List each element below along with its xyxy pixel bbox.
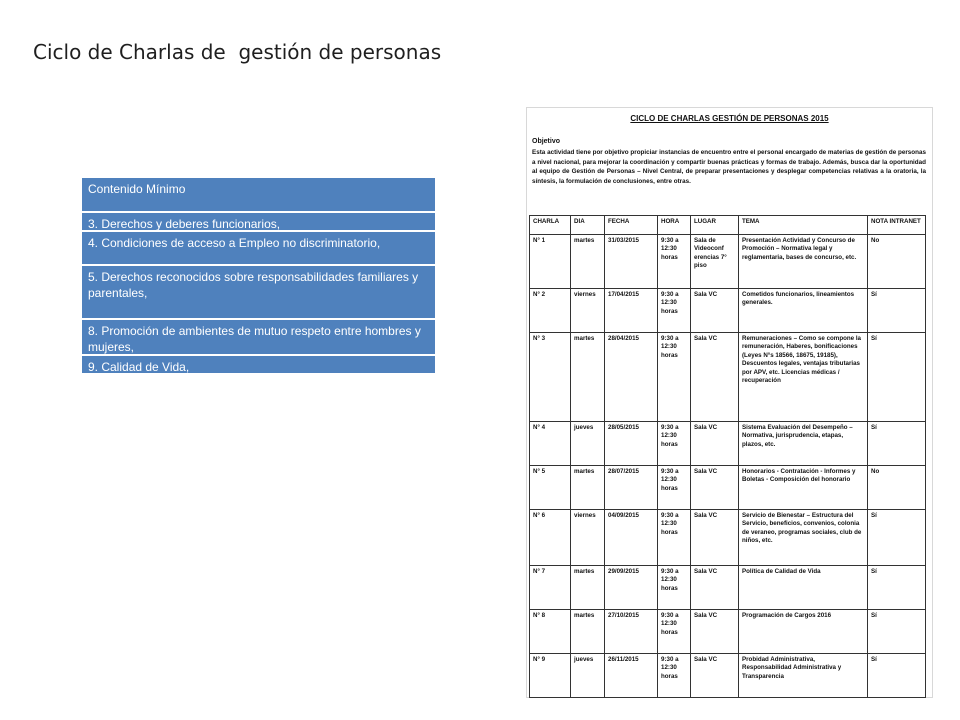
hora-cell: 9:30 a 12:30 horas (658, 510, 691, 566)
hora-cell: 9:30 a 12:30 horas (658, 466, 691, 510)
dia-cell: viernes (571, 289, 605, 333)
objetivo-label: Objetivo (532, 138, 561, 145)
tema-cell: Política de Calidad de Vida (739, 566, 868, 610)
lugar-cell: Sala VC (691, 566, 739, 610)
dia-cell: jueves (571, 654, 605, 698)
table-row (530, 610, 926, 654)
tema-cell: Sistema Evaluación del Desempeño – Normativa, jurisprudencia, etapas, plazos, etc. (739, 422, 868, 466)
tema-cell: Servicio de Bienestar – Estructura del Servicio, beneficios, convenios, colonia de veraneo, programas sociales, club de niños, etc. (739, 510, 868, 566)
table-row (530, 333, 926, 422)
tema-cell: Programación de Cargos 2016 (739, 610, 868, 654)
dia-cell: martes (571, 333, 605, 422)
hora-cell: 9:30 a 12:30 horas (658, 235, 691, 289)
fecha-cell: 04/09/2015 (605, 510, 658, 566)
tema-cell: Probidad Administrativa, Responsabilidad Administrativa y Transparencia (739, 654, 868, 698)
fecha-cell: 31/03/2015 (605, 235, 658, 289)
table-row (530, 235, 926, 289)
table-row (530, 466, 926, 510)
fecha-cell: 28/05/2015 (605, 422, 658, 466)
fecha-cell: 28/07/2015 (605, 466, 658, 510)
charla-cell: N° 7 (530, 566, 571, 610)
charla-cell: N° 1 (530, 235, 571, 289)
lugar-cell: Sala VC (691, 333, 739, 422)
nota-cell: Sí (868, 654, 926, 698)
table-row (530, 566, 926, 610)
charla-cell: N° 6 (530, 510, 571, 566)
tema-cell: Remuneraciones – Como se compone la remuneración, Haberes, bonificaciones (Leyes N°s 18566, 18675, 19185), Descuentos legales, ventajas tributarias por APV, etc. Licencias médicas / recuperación (739, 333, 868, 422)
fecha-cell: 27/10/2015 (605, 610, 658, 654)
charla-cell: N° 2 (530, 289, 571, 333)
table-row (530, 654, 926, 698)
contenido-table-row: 4. Condiciones de acceso a Empleo no discriminatorio, (82, 232, 435, 266)
fecha-cell: 28/04/2015 (605, 333, 658, 422)
dia-cell: martes (571, 466, 605, 510)
tema-cell: Honorarios - Contratación - Informes y Boletas - Composición del honorario (739, 466, 868, 510)
table-row (530, 422, 926, 466)
nota-cell: Sí (868, 333, 926, 422)
nota-cell: No (868, 235, 926, 289)
contenido-table-row: 5. Derechos reconocidos sobre responsabilidades familiares y parentales, (82, 266, 435, 320)
lugar-cell: Sala VC (691, 510, 739, 566)
hora-cell: 9:30 a 12:30 horas (658, 610, 691, 654)
column-header: CHARLA (530, 216, 571, 235)
dia-cell: martes (571, 566, 605, 610)
dia-cell: martes (571, 235, 605, 289)
charla-cell: N° 5 (530, 466, 571, 510)
hora-cell: 9:30 a 12:30 horas (658, 333, 691, 422)
lugar-cell: Sala VC (691, 466, 739, 510)
schedule-table (529, 215, 926, 698)
fecha-cell: 26/11/2015 (605, 654, 658, 698)
nota-cell: Sí (868, 422, 926, 466)
contenido-minimo-table (82, 178, 435, 373)
column-header: TEMA (739, 216, 868, 235)
objetivo-text: Esta actividad tiene por objetivo propiciar instancias de encuentro entre el personal encargado de materias de gestión de personas a nivel nacional, para mejorar la coordinación y compartir buenas prácticas y formas de trabajo. Además, busca dar la oportunidad al equipo de Gestión de Personas – Nivel Central, de preparar presentaciones y desplegar competencias relativas a la oratoria, la síntesis, la formulación de conclusiones, entre otras. (532, 149, 926, 185)
slide-title: Ciclo de Charlas de gestión de personas (33, 40, 442, 64)
dia-cell: martes (571, 610, 605, 654)
nota-cell: No (868, 466, 926, 510)
lugar-cell: Sala de Videoconf erencias 7° piso (691, 235, 739, 289)
document-title: CICLO DE CHARLAS GESTIÓN DE PERSONAS 2015 (630, 114, 829, 123)
hora-cell: 9:30 a 12:30 horas (658, 422, 691, 466)
table-row (530, 510, 926, 566)
schedule-header-row (530, 216, 926, 235)
nota-cell: Sí (868, 289, 926, 333)
tema-cell: Cometidos funcionarios, lineamientos generales. (739, 289, 868, 333)
nota-cell: Sí (868, 610, 926, 654)
lugar-cell: Sala VC (691, 610, 739, 654)
dia-cell: viernes (571, 510, 605, 566)
hora-cell: 9:30 a 12:30 horas (658, 289, 691, 333)
dia-cell: jueves (571, 422, 605, 466)
schedule-document-image (526, 107, 933, 698)
hora-cell: 9:30 a 12:30 horas (658, 654, 691, 698)
charla-cell: N° 3 (530, 333, 571, 422)
column-header: LUGAR (691, 216, 739, 235)
table-row (530, 289, 926, 333)
contenido-table-row: 8. Promoción de ambientes de mutuo respeto entre hombres y mujeres, (82, 320, 435, 356)
contenido-table-header: Contenido Mínimo (82, 178, 435, 213)
lugar-cell: Sala VC (691, 289, 739, 333)
column-header: HORA (658, 216, 691, 235)
column-header: FECHA (605, 216, 658, 235)
lugar-cell: Sala VC (691, 654, 739, 698)
charla-cell: N° 8 (530, 610, 571, 654)
tema-cell: Presentación Actividad y Concurso de Promoción – Normativa legal y reglamentaria, bases de concurso, etc. (739, 235, 868, 289)
fecha-cell: 29/09/2015 (605, 566, 658, 610)
nota-cell: Sí (868, 566, 926, 610)
column-header: DIA (571, 216, 605, 235)
contenido-table-row: 3. Derechos y deberes funcionarios, (82, 213, 435, 232)
hora-cell: 9:30 a 12:30 horas (658, 566, 691, 610)
charla-cell: N° 4 (530, 422, 571, 466)
fecha-cell: 17/04/2015 (605, 289, 658, 333)
lugar-cell: Sala VC (691, 422, 739, 466)
nota-cell: Sí (868, 510, 926, 566)
charla-cell: N° 9 (530, 654, 571, 698)
column-header: NOTA INTRANET (868, 216, 926, 235)
contenido-table-row: 9. Calidad de Vida, (82, 356, 435, 373)
